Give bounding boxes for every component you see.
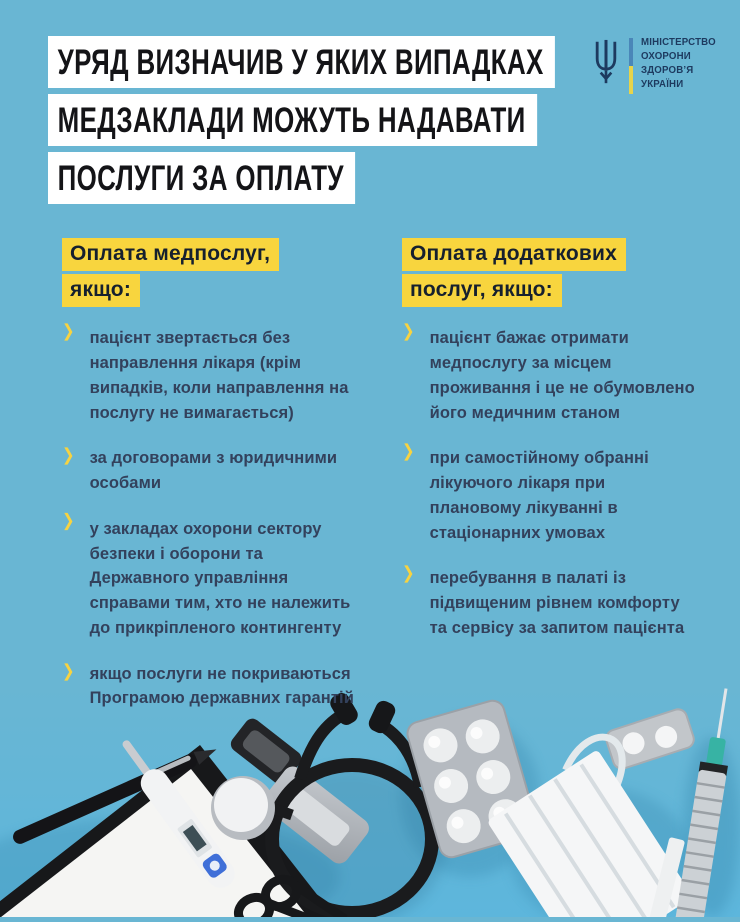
column-additional-services — [402, 238, 697, 662]
chevron-bullet-icon: ❯ — [402, 563, 415, 584]
title-text: МЕДЗАКЛАДИ МОЖУТЬ НАДАВАТИ — [48, 94, 537, 146]
chevron-bullet-icon: ❯ — [402, 442, 415, 462]
list-item-text: за договорами з юридичними особами — [89, 449, 338, 493]
list-item — [402, 442, 697, 545]
heading-highlight: Оплата додаткових — [402, 238, 626, 271]
title-text: УРЯД ВИЗНАЧИВ У ЯКИХ ВИПАДКАХ — [48, 36, 555, 88]
ministry-name — [641, 36, 716, 91]
title-text: ПОСЛУГИ ЗА ОПЛАТУ — [48, 152, 355, 204]
list-item — [62, 662, 357, 712]
list-item-text: пацієнт звертається без направлення лікаря (крім випадків, коли направлення на послугу не вимагається) — [89, 329, 349, 422]
ministry-name-line: ОХОРОНИ — [641, 49, 691, 62]
trident-icon — [591, 36, 621, 93]
ministry-name-line: УКРАЇНИ — [641, 77, 684, 90]
ministry-name-line: МІНІСТЕРСТВО — [641, 36, 716, 48]
list-item-text: при самостійному обранні лікуючого лікаря при плановому лікуванні в стаціонарних умовах — [429, 449, 649, 542]
list-item-text: перебування в палаті із підвищеним рівнем комфорту та сервісу за запитом пацієнта — [429, 569, 685, 637]
list-item-text: пацієнт бажає отримати медпослугу за місцем проживання і це не обумовлено його медичним станом — [429, 329, 695, 422]
list-item — [62, 446, 357, 496]
chevron-bullet-icon: ❯ — [62, 445, 75, 466]
list-item — [62, 322, 357, 425]
ministry-logo — [591, 36, 722, 94]
ministry-name-line: ЗДОРОВ’Я — [641, 63, 694, 76]
title-line-2 — [48, 94, 733, 146]
column-right-heading — [402, 238, 697, 310]
chevron-bullet-icon: ❯ — [402, 322, 415, 342]
heading-highlight: Оплата медпослуг, — [62, 238, 279, 271]
heading-highlight: якщо: — [62, 274, 140, 307]
chevron-bullet-icon: ❯ — [62, 660, 75, 681]
list-item — [402, 322, 697, 425]
column-paid-services — [62, 238, 357, 732]
list-item-text: якщо послуги не покриваються Програмою державних гарантій — [89, 664, 354, 708]
stethoscope-chestpiece — [211, 776, 275, 840]
logo-divider — [629, 38, 633, 94]
column-left-heading — [62, 238, 357, 310]
list-item — [62, 510, 357, 641]
heading-highlight: послуг, якщо: — [402, 274, 562, 307]
list-item — [402, 563, 697, 640]
title-line-3 — [48, 152, 733, 204]
chevron-bullet-icon: ❯ — [62, 510, 75, 531]
list-item-text: у закладах охорони сектору безпеки і оборони та Державного управління справами тим, хто не належить до прикріпленого контингенту — [89, 519, 351, 637]
chevron-bullet-icon: ❯ — [62, 322, 75, 342]
